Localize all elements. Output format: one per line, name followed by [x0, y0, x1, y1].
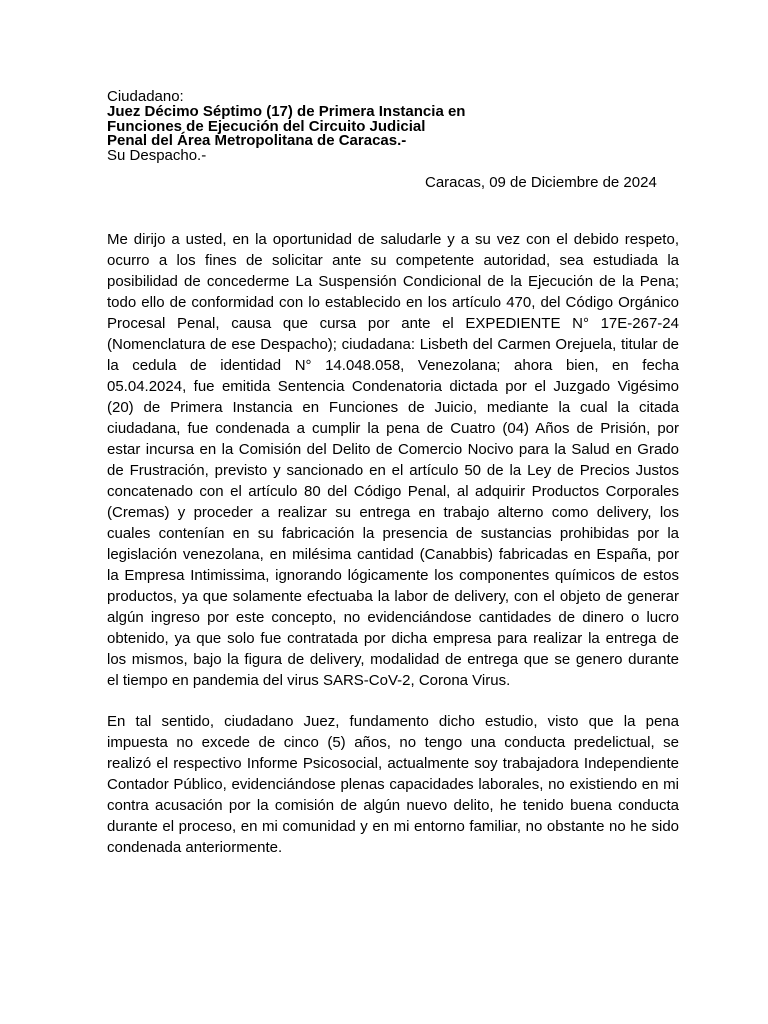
paragraph-line: productos, ya que solamente efectuaba la labor de delivery, con el objeto de generar [107, 588, 679, 605]
paragraph-line: ciudadana, fue condenada a cumplir la pena de Cuatro (04) Años de Prisión, por [107, 420, 679, 437]
paragraph-line: En tal sentido, ciudadano Juez, fundamento dicho estudio, visto que la pena [107, 713, 679, 730]
paragraph-line: durante el proceso, en mi comunidad y en mi entorno familiar, no obstante no he sido [107, 818, 679, 835]
paragraph-line: ocurro a los fines de solicitar ante su competente autoridad, sea estudiada la [107, 252, 679, 269]
paragraph-line: cuales contenían en su fabricación la presencia de sustancias prohibidas por la [107, 525, 679, 542]
paragraph-line: impuesta no excede de cinco (5) años, no tengo una conducta predelictual, se [107, 734, 679, 751]
paragraph-line: los mismos, bajo la figura de delivery, modalidad de entrega que se genero durante [107, 651, 679, 668]
paragraph-line: 05.04.2024, fue emitida Sentencia Condenatoria dictada por el Juzgado Vigésimo [107, 378, 679, 395]
paragraph-line: (Cremas) y proceder a realizar su entrega en trabajo alterno como delivery, los [107, 504, 679, 521]
recipient-line: Juez Décimo Séptimo (17) de Primera Instancia en [107, 102, 466, 120]
recipient-line: Penal del Área Metropolitana de Caracas.- [107, 132, 407, 150]
paragraph-line: el tiempo en pandemia del virus SARS-CoV-2, Corona Virus. [107, 672, 511, 689]
paragraph-line: (Nomenclatura de ese Despacho); ciudadana: Lisbeth del Carmen Orejuela, titular de [107, 336, 679, 353]
paragraph-line: legislación venezolana, en milésima cantidad (Canabbis) fabricadas en España, por [107, 546, 679, 563]
paragraph-line: contra acusación por la comisión de algún nuevo delito, he tenido buena conducta [107, 797, 679, 814]
paragraph-line: estar incursa en la Comisión del Delito de Comercio Nocivo para la Salud en Grado [107, 441, 679, 458]
paragraph-line: (20) de Primera Instancia en Funciones de Juicio, mediante la cual la citada [107, 399, 679, 416]
paragraph-line: concatenado con el artículo 80 del Código Penal, al adquirir Productos Corporales [107, 483, 679, 500]
paragraph-line: algún ingreso por este concepto, no evidenciándose cantidades de dinero o lucro [107, 609, 679, 626]
paragraph-line: de Frustración, previsto y sancionado en el artículo 50 de la Ley de Precios Justos [107, 462, 679, 479]
recipient-closing: Su Despacho.- [107, 147, 207, 164]
recipient-line: Funciones de Ejecución del Circuito Judicial [107, 117, 426, 135]
body-paragraph-1 [107, 229, 679, 691]
paragraph-line: realizó el respectivo Informe Psicosocial, actualmente soy trabajadora Independiente [107, 755, 679, 772]
paragraph-line: Procesal Penal, causa que cursa por ante el EXPEDIENTE N° 17E-267-24 [107, 315, 679, 332]
paragraph-line: la Empresa Intimissima, ignorando lógicamente los componentes químicos de estos [107, 567, 679, 584]
salutation: Ciudadano: [107, 88, 184, 105]
paragraph-line: posibilidad de concederme La Suspensión Condicional de la Ejecución de la Pena; [107, 273, 679, 290]
letter-date: Caracas, 09 de Diciembre de 2024 [425, 174, 657, 191]
paragraph-line: la cedula de identidad N° 14.048.058, Venezolana; ahora bien, en fecha [107, 357, 679, 374]
paragraph-line: condenada anteriormente. [107, 839, 283, 856]
paragraph-line: todo ello de conformidad con lo establecido en los artículo 470, del Código Orgánico [107, 294, 679, 311]
paragraph-line: obtenido, ya que solo fue contratada por dicha empresa para realizar la entrega de [107, 630, 679, 647]
paragraph-line: Me dirijo a usted, en la oportunidad de saludarle y a su vez con el debido respeto, [107, 231, 679, 248]
body-paragraph-2 [107, 711, 679, 858]
paragraph-line: Contador Público, evidenciándose plenas capacidades laborales, no existiendo en mi [107, 776, 679, 793]
recipient-block [107, 90, 679, 164]
